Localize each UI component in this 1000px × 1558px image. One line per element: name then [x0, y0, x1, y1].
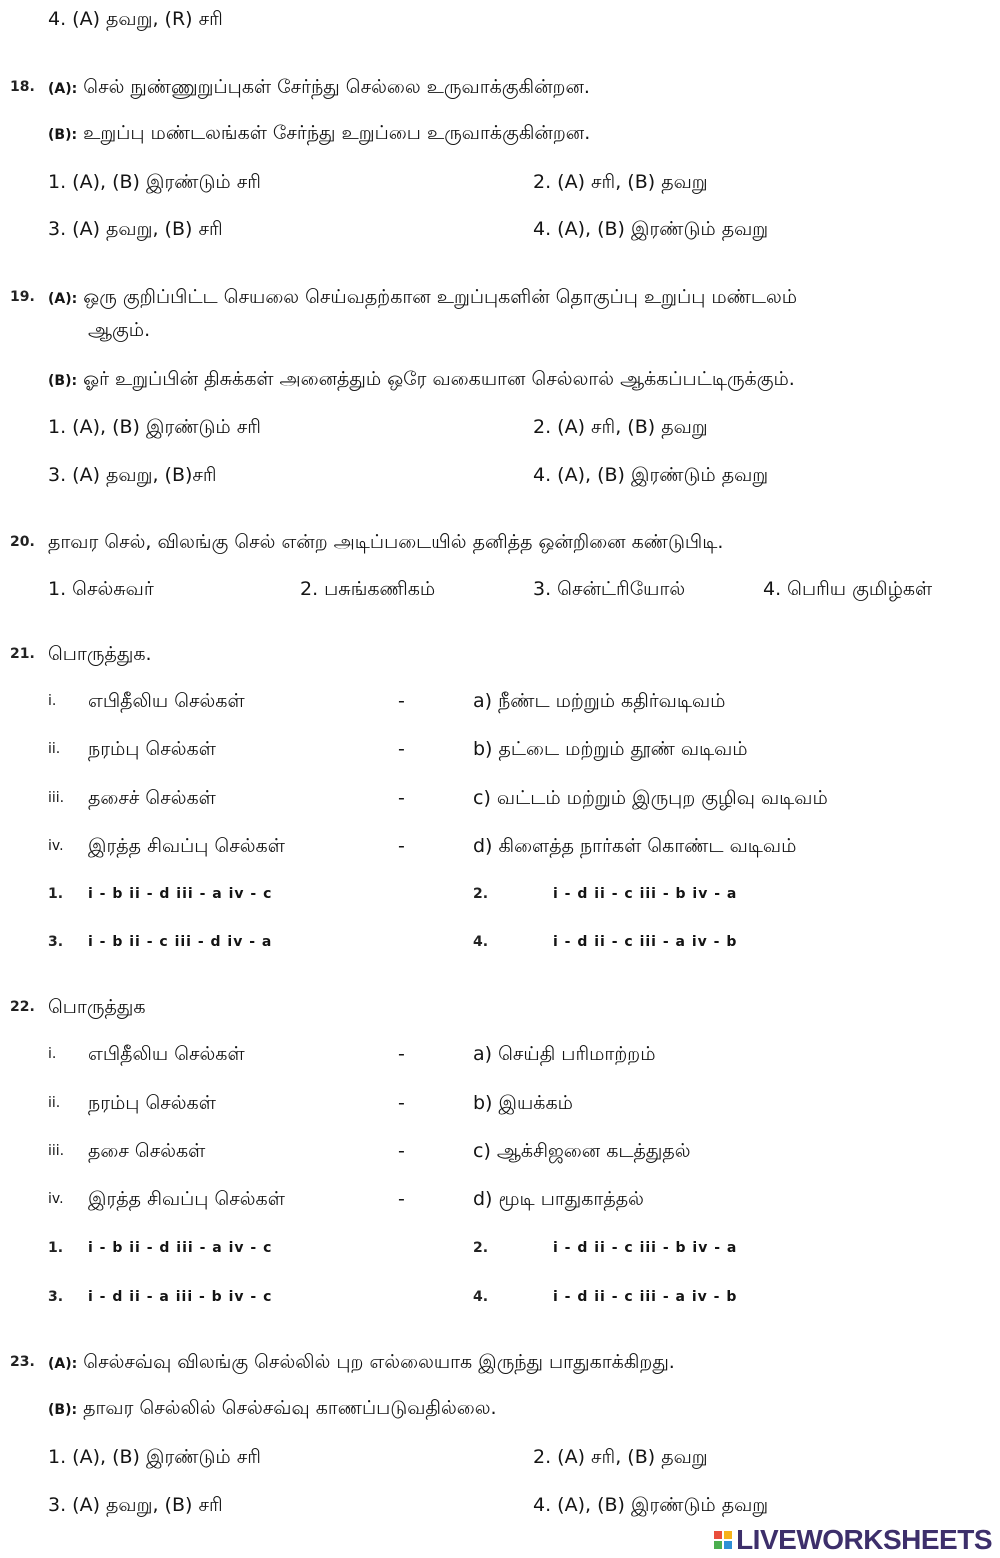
- q23-option-4[interactable]: 4. (A), (B) இரண்டும் தவறு: [533, 1494, 769, 1516]
- q22-option-3-number: 3.: [48, 1289, 64, 1305]
- statement-tag: (A):: [48, 291, 78, 307]
- q18-option-4[interactable]: 4. (A), (B) இரண்டும் தவறு: [533, 218, 769, 240]
- option-4-prev: 4. (A) தவறு, (R) சரி: [48, 8, 223, 30]
- q21-option-4[interactable]: i - d ii - c iii - a iv - b: [553, 934, 738, 950]
- logo-square: [724, 1541, 732, 1549]
- q21-option-2[interactable]: i - d ii - c iii - b iv - a: [553, 886, 738, 902]
- match-dash: -: [398, 690, 405, 712]
- q21-option-1[interactable]: i - b ii - d iii - a iv - c: [88, 886, 273, 902]
- q22-option-2[interactable]: i - d ii - c iii - b iv - a: [553, 1240, 738, 1256]
- statement-tag: (B):: [48, 1402, 78, 1418]
- match-right-item: c) ஆக்சிஜனை கடத்துதல்: [473, 1140, 691, 1162]
- question-number: 22.: [10, 999, 35, 1015]
- q22-option-1-number: 1.: [48, 1240, 64, 1256]
- match-left-item: எபிதீலிய செல்கள்: [88, 690, 245, 712]
- statement-text: ஓர் உறுப்பின் திசுக்கள் அனைத்தும் ஒரே வகையான செல்லால் ஆக்கப்பட்டிருக்கும்.: [83, 368, 795, 390]
- q21-option-3-number: 3.: [48, 934, 64, 950]
- q21-question-text: பொருத்துக.: [48, 643, 152, 665]
- q19-statement-a-cont: ஆகும்.: [88, 319, 151, 341]
- q20-option-1[interactable]: 1. செல்சுவர்: [48, 578, 154, 600]
- q22-option-4[interactable]: i - d ii - c iii - a iv - b: [553, 1289, 738, 1305]
- q18-option-1[interactable]: 1. (A), (B) இரண்டும் சரி: [48, 171, 261, 193]
- q23-statement-b: [48, 1395, 497, 1423]
- match-dash: -: [398, 1188, 405, 1210]
- q21-option-2-number: 2.: [473, 886, 489, 902]
- statement-text: தாவர செல்லில் செல்சவ்வு காணப்படுவதில்லை.: [83, 1397, 497, 1419]
- question-number: 21.: [10, 646, 35, 662]
- logo-square: [724, 1531, 732, 1539]
- match-right-item: c) வட்டம் மற்றும் இருபுற குழிவு வடிவம்: [473, 787, 828, 809]
- match-left-item: தசை செல்கள்: [88, 1140, 206, 1162]
- match-left-item: எபிதீலிய செல்கள்: [88, 1043, 245, 1065]
- statement-text: செல் நுண்ணுறுப்புகள் சேர்ந்து செல்லை உருவாக்குகின்றன.: [83, 76, 590, 98]
- q23-option-1[interactable]: 1. (A), (B) இரண்டும் சரி: [48, 1446, 261, 1468]
- logo-square: [714, 1531, 722, 1539]
- match-roman: iv.: [48, 838, 64, 854]
- statement-tag: (A):: [48, 1356, 78, 1372]
- match-dash: -: [398, 1092, 405, 1114]
- q18-option-3[interactable]: 3. (A) தவறு, (B) சரி: [48, 218, 223, 240]
- q19-option-3[interactable]: 3. (A) தவறு, (B)சரி: [48, 464, 217, 486]
- q23-option-3[interactable]: 3. (A) தவறு, (B) சரி: [48, 1494, 223, 1516]
- q22-option-4-number: 4.: [473, 1289, 489, 1305]
- q18-statement-b: [48, 120, 590, 148]
- statement-text: உறுப்பு மண்டலங்கள் சேர்ந்து உறுப்பை உருவாக்குகின்றன.: [83, 122, 591, 144]
- q19-option-4[interactable]: 4. (A), (B) இரண்டும் தவறு: [533, 464, 769, 486]
- match-roman: iii.: [48, 790, 65, 806]
- liveworksheets-logo: [714, 1524, 992, 1556]
- match-left-item: இரத்த சிவப்பு செல்கள்: [88, 1188, 285, 1210]
- question-number: 23.: [10, 1354, 35, 1370]
- logo-text: LIVEWORKSHEETS: [736, 1524, 992, 1555]
- q20-option-2[interactable]: 2. பசுங்கணிகம்: [300, 578, 436, 600]
- statement-tag: (A):: [48, 81, 78, 97]
- match-right-item: b) இயக்கம்: [473, 1092, 573, 1114]
- match-roman: ii.: [48, 741, 61, 757]
- q21-option-1-number: 1.: [48, 886, 64, 902]
- match-dash: -: [398, 787, 405, 809]
- statement-tag: (B):: [48, 373, 78, 389]
- q22-option-3[interactable]: i - d ii - a iii - b iv - c: [88, 1289, 273, 1305]
- q18-statement-a: [48, 74, 590, 102]
- match-dash: -: [398, 1043, 405, 1065]
- match-right-item: d) மூடி பாதுகாத்தல்: [473, 1188, 644, 1210]
- logo-square: [714, 1541, 722, 1549]
- match-dash: -: [398, 1140, 405, 1162]
- statement-text: செல்சவ்வு விலங்கு செல்லில் புற எல்லையாக இருந்து பாதுகாக்கிறது.: [83, 1351, 675, 1373]
- match-roman: iii.: [48, 1143, 65, 1159]
- question-number: 19.: [10, 289, 35, 305]
- q22-option-2-number: 2.: [473, 1240, 489, 1256]
- match-roman: iv.: [48, 1191, 64, 1207]
- match-left-item: தசைச் செல்கள்: [88, 787, 216, 809]
- match-roman: i.: [48, 693, 57, 709]
- match-left-item: நரம்பு செல்கள்: [88, 1092, 216, 1114]
- q23-statement-a: [48, 1349, 675, 1377]
- match-roman: i.: [48, 1046, 57, 1062]
- match-right-item: d) கிளைத்த நார்கள் கொண்ட வடிவம்: [473, 835, 797, 857]
- q20-option-4[interactable]: 4. பெரிய குமிழ்கள்: [763, 578, 933, 600]
- match-right-item: a) செய்தி பரிமாற்றம்: [473, 1043, 656, 1065]
- match-dash: -: [398, 738, 405, 760]
- q20-option-3[interactable]: 3. சென்ட்ரியோல்: [533, 578, 686, 600]
- match-right-item: a) நீண்ட மற்றும் கதிர்வடிவம்: [473, 690, 726, 712]
- match-right-item: b) தட்டை மற்றும் தூண் வடிவம்: [473, 738, 748, 760]
- q22-question-text: பொருத்துக: [48, 996, 146, 1018]
- q19-option-1[interactable]: 1. (A), (B) இரண்டும் சரி: [48, 416, 261, 438]
- question-number: 20.: [10, 534, 35, 550]
- q22-option-1[interactable]: i - b ii - d iii - a iv - c: [88, 1240, 273, 1256]
- statement-text: ஒரு குறிப்பிட்ட செயலை செய்வதற்கான உறுப்புகளின் தொகுப்பு உறுப்பு மண்டலம்: [83, 286, 798, 308]
- statement-tag: (B):: [48, 127, 78, 143]
- q19-option-2[interactable]: 2. (A) சரி, (B) தவறு: [533, 416, 708, 438]
- question-number: 18.: [10, 79, 35, 95]
- q19-statement-b: [48, 366, 795, 394]
- q18-option-2[interactable]: 2. (A) சரி, (B) தவறு: [533, 171, 708, 193]
- match-left-item: நரம்பு செல்கள்: [88, 738, 216, 760]
- logo-mark-icon: [714, 1531, 732, 1549]
- q20-question-text: தாவர செல், விலங்கு செல் என்ற அடிப்படையில் தனித்த ஒன்றினை கண்டுபிடி.: [48, 531, 724, 553]
- match-dash: -: [398, 835, 405, 857]
- q21-option-3[interactable]: i - b ii - c iii - d iv - a: [88, 934, 273, 950]
- q21-option-4-number: 4.: [473, 934, 489, 950]
- match-left-item: இரத்த சிவப்பு செல்கள்: [88, 835, 285, 857]
- match-roman: ii.: [48, 1095, 61, 1111]
- q23-option-2[interactable]: 2. (A) சரி, (B) தவறு: [533, 1446, 708, 1468]
- q19-statement-a: [48, 284, 797, 312]
